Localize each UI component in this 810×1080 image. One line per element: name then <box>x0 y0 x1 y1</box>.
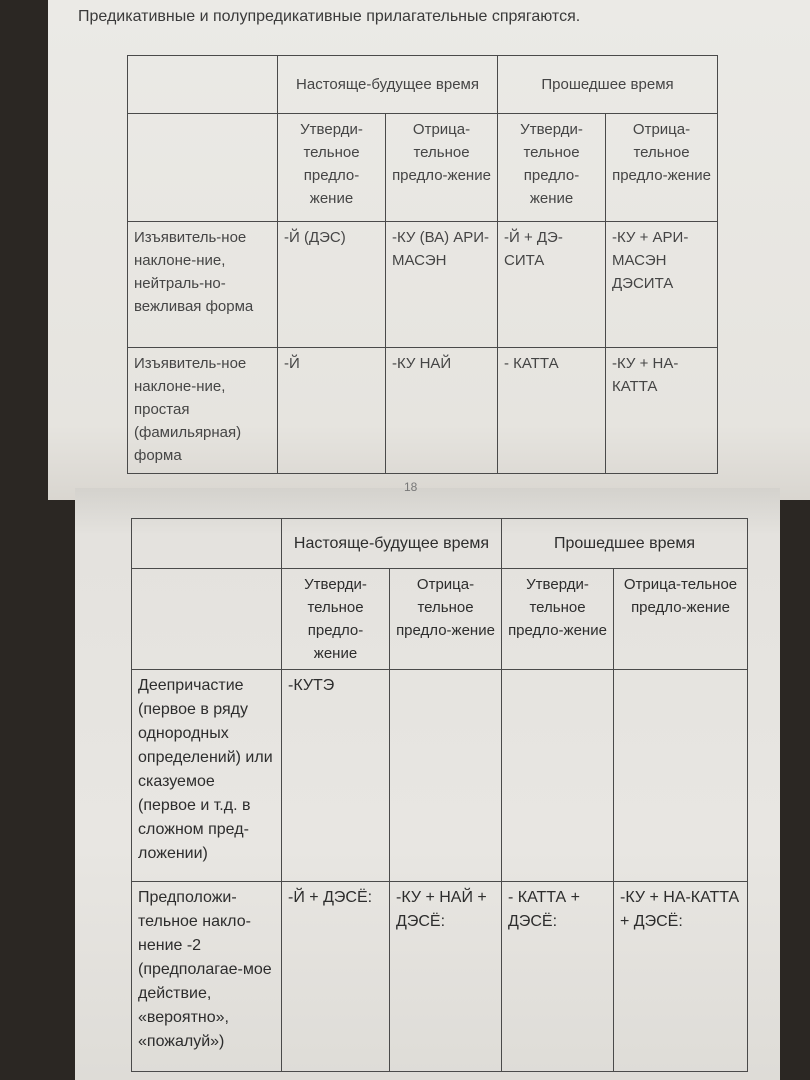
subheader-affirmative: Утверди-тельное предло-жение <box>278 114 386 222</box>
corner-cell <box>132 519 282 569</box>
header-past: Прошедшее время <box>498 56 718 114</box>
table-cell: -Й + ДЭСЁ: <box>282 882 390 1072</box>
table-cell: -Й (ДЭС) <box>278 222 386 348</box>
subheader-affirmative: Утверди-тельное предло-жение <box>502 569 614 670</box>
header-present-future: Настояще-будущее время <box>282 519 502 569</box>
row-label: Изъявитель-ное наклоне-ние, нейтраль-но-вежливая форма <box>128 222 278 348</box>
corner-cell <box>132 569 282 670</box>
subheader-negative: Отрица-тельное предло-жение <box>606 114 718 222</box>
conjugation-table-2 <box>131 518 748 1072</box>
header-present-future: Настояще-будущее время <box>278 56 498 114</box>
table-cell <box>614 670 748 882</box>
conjugation-table-1 <box>127 55 718 474</box>
row-label: Изъявитель-ное наклоне-ние, простая (фамильярная) форма <box>128 348 278 474</box>
corner-cell <box>128 114 278 222</box>
subheader-negative: Отрица-тельное предло-жение <box>386 114 498 222</box>
corner-cell <box>128 56 278 114</box>
table-cell: - КАТТА <box>498 348 606 474</box>
table-cell: -КУТЭ <box>282 670 390 882</box>
table-cell: -Й + ДЭ-СИТА <box>498 222 606 348</box>
table-cell: -КУ (ВА) АРИ-МАСЭН <box>386 222 498 348</box>
table-cell: -КУ + НА-КАТТА <box>606 348 718 474</box>
subheader-affirmative: Утверди-тельное предло-жение <box>498 114 606 222</box>
table-cell: -КУ + НАЙ + ДЭСЁ: <box>390 882 502 1072</box>
subheader-negative: Отрица-тельное предло-жение <box>614 569 748 670</box>
subheader-affirmative: Утверди-тельное предло-жение <box>282 569 390 670</box>
table-cell: - КАТТА + ДЭСЁ: <box>502 882 614 1072</box>
table-cell: -КУ + АРИ-МАСЭН ДЭСИТА <box>606 222 718 348</box>
table-cell: -Й <box>278 348 386 474</box>
table-cell <box>502 670 614 882</box>
page-heading: Предикативные и полупредикативные прилагательные спрягаются. <box>78 8 581 25</box>
subheader-negative: Отрица-тельное предло-жение <box>390 569 502 670</box>
table-cell: -КУ + НА-КАТТА + ДЭСЁ: <box>614 882 748 1072</box>
table-cell: -КУ НАЙ <box>386 348 498 474</box>
header-past: Прошедшее время <box>502 519 748 569</box>
table-cell <box>390 670 502 882</box>
row-label: Предположи-тельное накло-нение -2 (предполагае-мое действие, «вероятно», «пожалуй») <box>132 882 282 1072</box>
page-number: 18 <box>404 480 418 494</box>
row-label: Деепричастие (первое в ряду однородных определений) или сказуемое (первое и т.д. в сложном пред-ложении) <box>132 670 282 882</box>
